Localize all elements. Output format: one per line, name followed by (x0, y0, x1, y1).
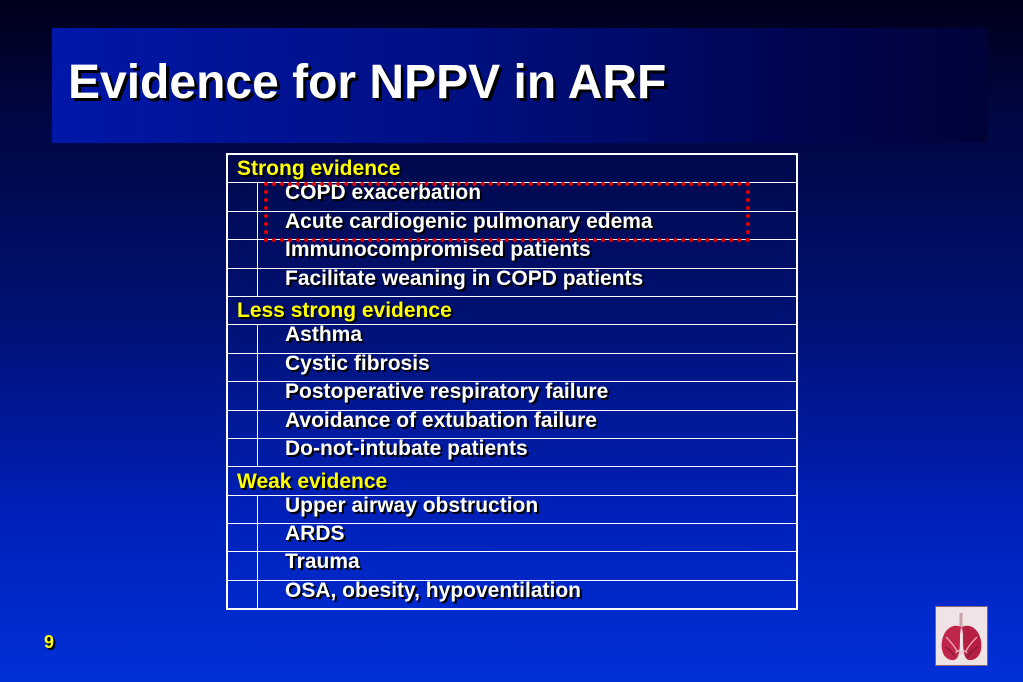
table-row (227, 495, 797, 523)
lungs-logo-icon (935, 606, 988, 666)
indent-cell (227, 580, 258, 609)
table-row (227, 552, 797, 580)
table-cell-item: Do-not-intubate patients (258, 438, 798, 466)
indent-cell (227, 325, 258, 353)
category-row (227, 296, 797, 324)
highlight-box (264, 182, 750, 242)
category-row (227, 154, 797, 183)
indent-cell (227, 524, 258, 552)
indent-cell (227, 353, 258, 381)
table-row (227, 410, 797, 438)
table-row (227, 325, 797, 353)
table-cell-item: Postoperative respiratory failure (258, 382, 798, 410)
indent-cell (227, 240, 258, 268)
indent-cell (227, 438, 258, 466)
table-cell-item: Upper airway obstruction (258, 495, 798, 523)
table-cell-item: Acute cardiogenic pulmonary edema (258, 211, 798, 239)
table-row (227, 438, 797, 466)
table-cell-item: Immunocompromised patients (258, 240, 798, 268)
indent-cell (227, 183, 258, 211)
indent-cell (227, 211, 258, 239)
category-strong-evidence: Strong evidence (227, 154, 797, 183)
table-cell-item: OSA, obesity, hypoventilation (258, 580, 798, 609)
table-row (227, 524, 797, 552)
table-row (227, 268, 797, 296)
table-cell-item: Asthma (258, 325, 798, 353)
table-cell-item: Cystic fibrosis (258, 353, 798, 381)
indent-cell (227, 495, 258, 523)
category-weak-evidence: Weak evidence (227, 467, 797, 495)
table-cell-item: Trauma (258, 552, 798, 580)
table-row (227, 353, 797, 381)
table-cell-item: Facilitate weaning in COPD patients (258, 268, 798, 296)
table-cell-item: ARDS (258, 524, 798, 552)
table-cell-item: Avoidance of extubation failure (258, 410, 798, 438)
indent-cell (227, 410, 258, 438)
indent-cell (227, 268, 258, 296)
table-row (227, 382, 797, 410)
category-row (227, 467, 797, 495)
indent-cell (227, 382, 258, 410)
table-row (227, 580, 797, 609)
indent-cell (227, 552, 258, 580)
slide-title: Evidence for NPPV in ARF (68, 56, 667, 109)
table-row (227, 240, 797, 268)
page-number: 9 (44, 632, 55, 652)
category-less-strong-evidence: Less strong evidence (227, 296, 797, 324)
table-cell-item: COPD exacerbation (258, 183, 798, 211)
